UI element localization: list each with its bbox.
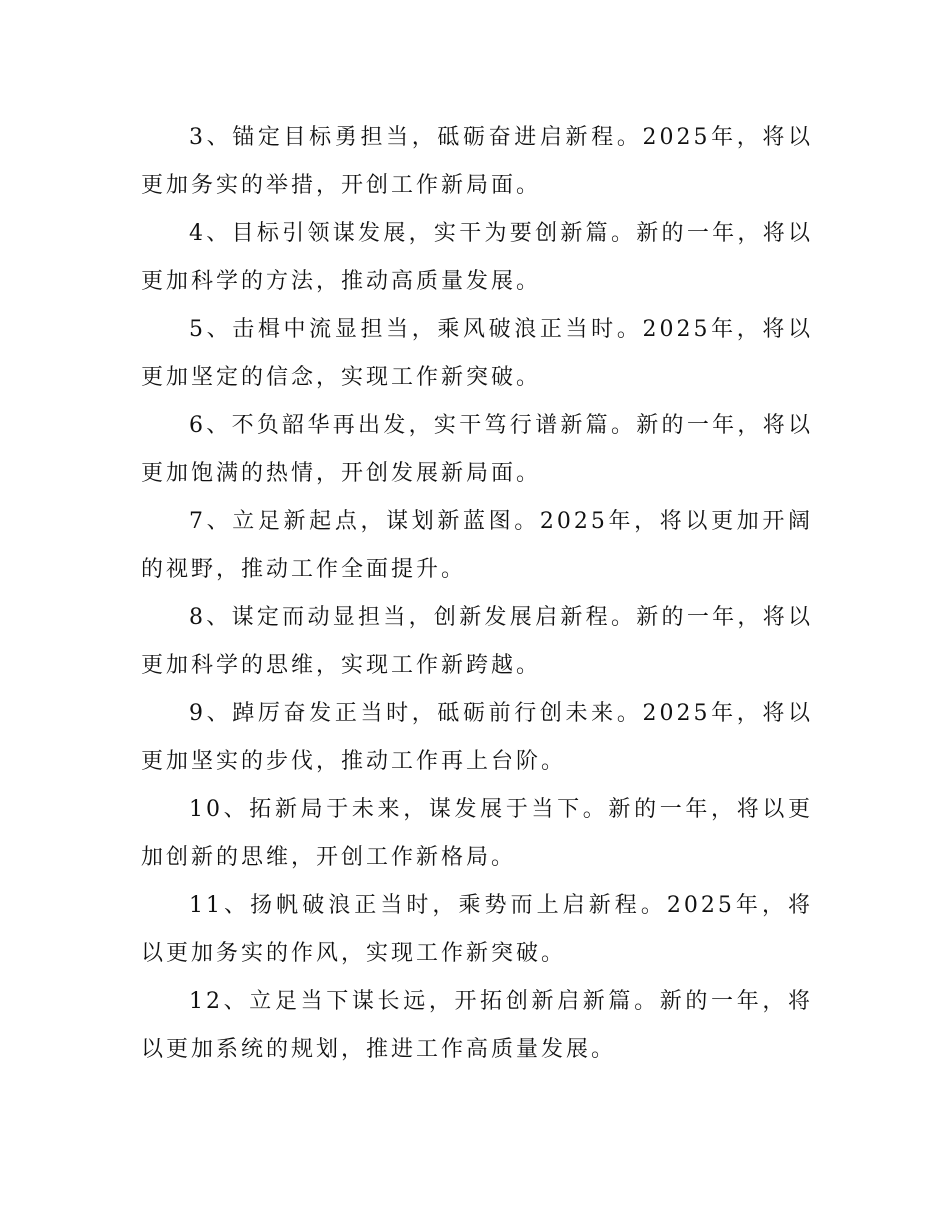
paragraph-item-6: 6、不负韶华再出发，实干笃行谱新篇。新的一年，将以更加饱满的热情，开创发展新局面。 xyxy=(141,413,813,486)
paragraph-item-5: 5、击楫中流显担当，乘风破浪正当时。2025年，将以更加坚定的信念，实现工作新突破。 xyxy=(141,317,813,390)
paragraph-item-3: 3、锚定目标勇担当，砥砺奋进启新程。2025年，将以更加务实的举措，开创工作新局面。 xyxy=(141,125,813,198)
paragraph-item-7: 7、立足新起点，谋划新蓝图。2025年，将以更加开阔的视野，推动工作全面提升。 xyxy=(141,509,813,582)
paragraph-item-8: 8、谋定而动显担当，创新发展启新程。新的一年，将以更加科学的思维，实现工作新跨越。 xyxy=(141,605,813,678)
document-body xyxy=(141,114,813,1074)
paragraph-item-4: 4、目标引领谋发展，实干为要创新篇。新的一年，将以更加科学的方法，推动高质量发展。 xyxy=(141,221,813,294)
paragraph-item-9: 9、踔厉奋发正当时，砥砺前行创未来。2025年，将以更加坚实的步伐，推动工作再上台阶。 xyxy=(141,701,813,774)
paragraph-item-10: 10、拓新局于未来，谋发展于当下。新的一年，将以更加创新的思维，开创工作新格局。 xyxy=(141,797,813,870)
paragraph-item-11: 11、扬帆破浪正当时，乘势而上启新程。2025年，将以更加务实的作风，实现工作新突破。 xyxy=(141,893,813,966)
paragraph-item-12: 12、立足当下谋长远，开拓创新启新篇。新的一年，将以更加系统的规划，推进工作高质量发展。 xyxy=(141,989,813,1062)
